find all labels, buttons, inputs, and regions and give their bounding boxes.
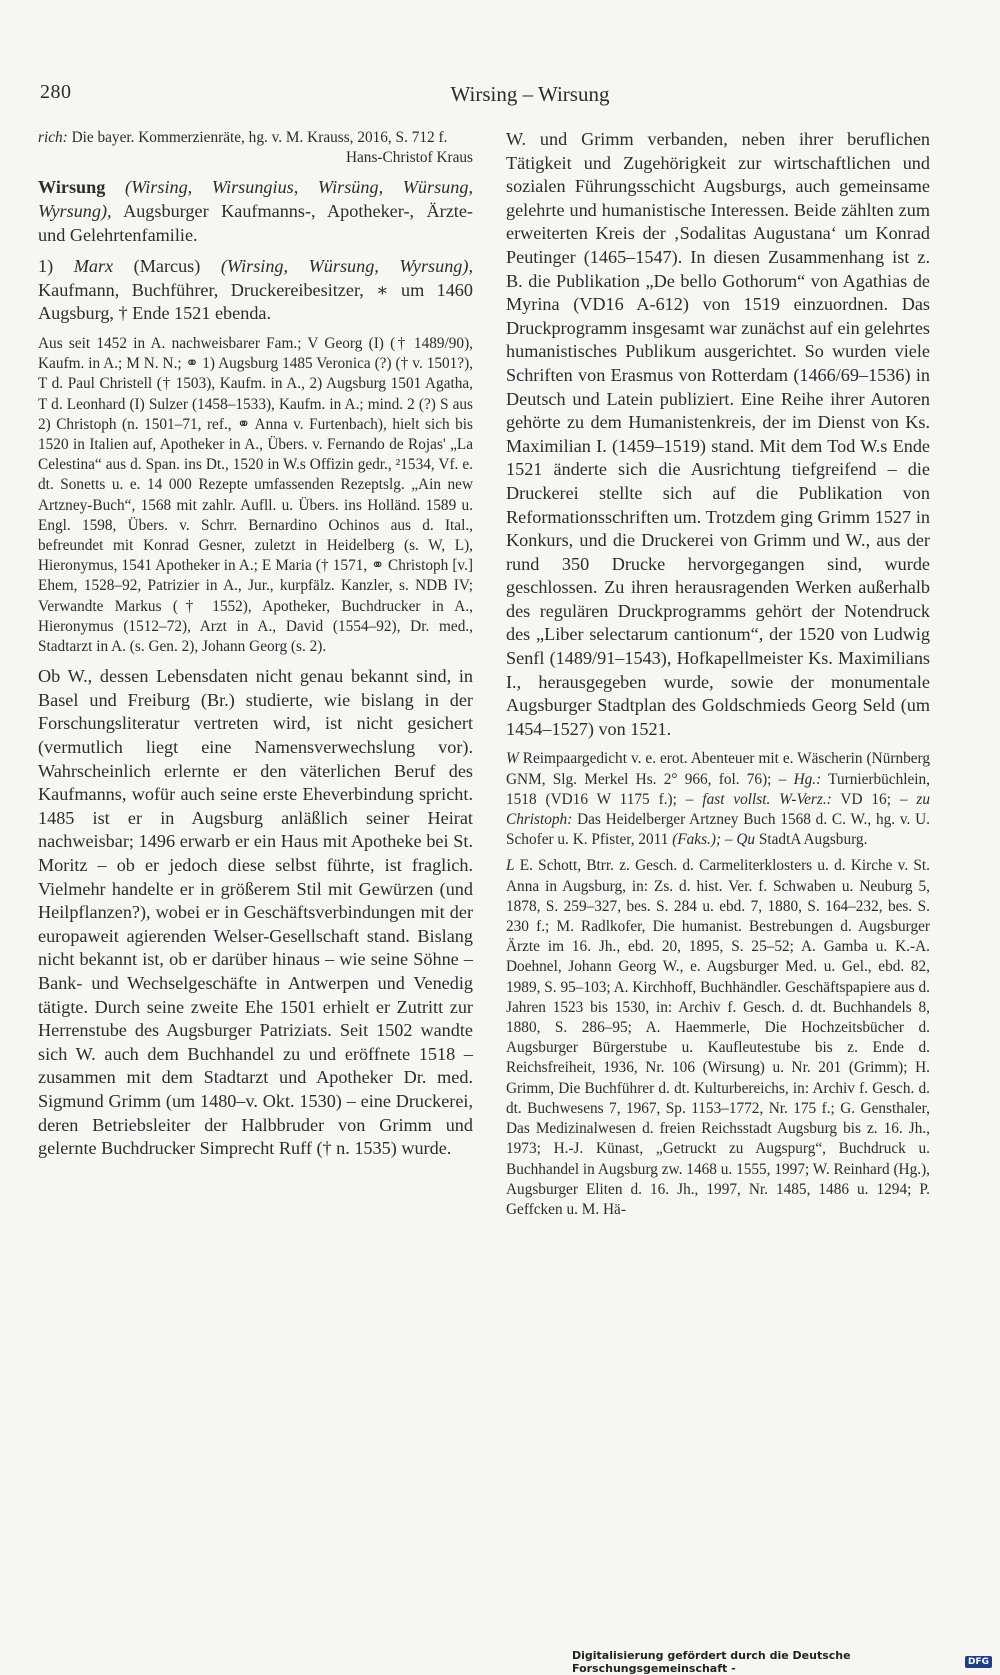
- works-paragraph: W Reimpaargedicht v. e. erot. Abenteuer mit e. Wäscherin (Nürnberg GNM, Slg. Merkel Hs. 2° 966, fol. 76); – Hg.: Turnierbüchlein, 1518 (VD16 W 1175 f.); – fast vollst. W-Verz.: VD 16; – zu Christoph: Das Heidelberger Artzney Buch 1568 d. C. W., hg. v. U. Schofer u. K. Pfister, 2011 (Faks.); – Qu StadtA Augsburg.: [506, 750, 931, 849]
- body-paragraph-right: W. und Grimm verbanden, neben ihrer beruflichen Tätigkeit und Zugehörigkeit zur wirtschaftlichen und sozialen Führungsschicht Augsburgs, auch gemeinsame gelehrte und humanistische Interessen. Beide zählten zum erweiterten Kreis der ‚Sodalitas Augustana‘ um Konrad Peutinger (1465–1547). In diesen Zusammenhang ist z. B. die Publikation „De bello Gothorum“ von Agathias de Myrina (VD16 A-612) von 1519 einzuordnen. Das Druckprogramm insgesamt war zunächst auf ein gelehrtes humanistisches Publikum ausgerichtet. So wurden viele Schriften von Erasmus von Rotterdam (1466/69–1536) in Deutsch und Latein publiziert. Eine Reihe ihrer Autoren gehörte zu dem Humanistenkreis, der im Dienst von Ks. Maximilian I. (1459–1519) stand. Mit dem Tod W.s Ende 1521 änderte sich die Ausrichtung tiefgreifend – die Druckerei stellte sich auf die Publikation von Reformationsschriften um. Trotzdem ging Grimm 1527 in Konkurs, und die Druckerei von Grimm und W., aus der rund 350 Drucke hervorgegangen sind, wurde geschlossen. Zu ihren herausragenden Werken außerhalb des regulären Druckprogramms gehört der Notendruck des „Liber selectarum cantionum“, der 1520 von Ludwig Senfl (1489/91–1543), Hofkapellmeister Ks. Maximilians I., herausgegeben wurde, sowie der monumentale Augsburger Stadtplan des Goldschmieds Georg Seld (um 1454–1527) von 1521.: [506, 129, 930, 739]
- running-head: Wirsing – Wirsung: [450, 82, 610, 106]
- genealogy-paragraph: Aus seit 1452 in A. nachweisbarer Fam.; V Georg (I) († 1489/90), Kaufm. in A.; M N. N.; ⚭ 1) Augsburg 1485 Veronica (?) († v. 1501?), T d. Paul Christell († 1503), Kaufm. in A., 2) Augsburg 1501 Agatha, T d. Leonhard (I) Sulzer (1458–1533), Kaufm. in A.; mind. 2 (?) S aus 2) Christoph (n. 1501–71, ref., ⚭ Anna v. Furtenbach), hielt sich bis 1520 in Italien auf, Apotheker in A., Übers. v. Fernando de Rojas' „La Celestina“ aus d. Span. ins Dt., 1520 in W.s Offizin gedr., ²1534, Vf. e. dt. Sonetts u. e. 14 000 Rezepte umfassenden Rezeptslg. „Ain new Artzney-Buch“, 1568 mit zahlr. Aufll. u. Übers. ins Holländ. 1589 u. Engl. 1598, Übers. v. Schrr. Bernardino Ochinos aus d. Ital., befreundet mit Konrad Gesner, zuletzt in Heidelberg (s. W, L), Hieronymus, 1541 Apotheker in A.; E Maria († 1571, ⚭ Christoph [v.] Ehem, 1528–92, Patrizier in A., Jur., kurpfälz. Kanzler, s. NDB IV; Verwandte Markus († 1552), Apotheker, Buchdrucker in A., Hieronymus (1512–72), Arzt in A., David (1554–92), Dr. med., Stadtarzt in A. (s. Gen. 2), Johann Georg (s. 2).: [38, 334, 473, 656]
- right-column: [506, 128, 930, 1220]
- dfg-logo: DFG: [965, 1656, 992, 1668]
- funding-footer: [572, 1649, 1000, 1675]
- entry-heading: Wirsung (Wirsing, Wirsungius, Wirsüng, Würsung, Wyrsung), Augsburger Kaufmanns-, Apotheker-, Ärzte- und Gelehrtenfamilie.: [38, 177, 473, 245]
- body-paragraph-left: Ob W., dessen Lebensdaten nicht genau bekannt sind, in Basel und Freiburg (Br.) studierte, wie bislang in der Forschungsliteratur vertreten wird, ist nicht gesichert (vermutlich liegt eine Namensverwechslung vor). Wahrscheinlich erlernte er den väterlichen Beruf des Kaufmanns, wofür auch seine erste Eheverbindung spricht. 1485 ist er in Augsburg anläßlich seiner Heirat nachweisbar; 1496 erwarb er ein Haus mit Apotheke bei St. Moritz – ob er jedoch diese selbst führte, ist fraglich. Vielmehr handelte er in größerem Stil mit Gewürzen (und Heilpflanzen?), wobei er in Geschäftsverbindungen mit der europaweit agierenden Welser-Gesellschaft stand. Bislang nicht bekannt ist, ob er darüber hinaus – wie seine Söhne – Bank- und Wechselgeschäfte in Antwerpen und Venedig tätigte. Durch seine zweite Ehe 1501 erhielt er Zutritt zur Herrenstube des Augsburger Patriziats. Seit 1502 wandte sich W. auch dem Buchhandel zu und eröffnete 1518 – zusammen mit dem Stadtarzt und Apotheker Dr. med. Sigmund Grimm (um 1480–v. Okt. 1530) – eine Druckerei, deren Betriebsleiter der Halbbruder von Grimm und gelernte Buchdrucker Simprecht Ruff († n. 1535) wurde.: [38, 666, 473, 1159]
- page-number: 280: [40, 81, 72, 103]
- funding-text: Digitalisierung gefördert durch die Deutsche Forschungsgemeinschaft -: [572, 1649, 851, 1675]
- previous-entry-tail: rich: Die bayer. Kommerzienräte, hg. v. M. Krauss, 2016, S. 712 f.: [38, 129, 448, 146]
- left-column: [38, 128, 473, 1161]
- previous-entry-author: Hans-Christof Kraus: [345, 149, 473, 167]
- person-heading: 1) Marx (Marcus) (Wirsing, Würsung, Wyrsung), Kaufmann, Buchführer, Druckereibesitzer, ∗ um 1460 Augsburg, † Ende 1521 ebenda.: [38, 256, 473, 324]
- literature-paragraph: L E. Schott, Btrr. z. Gesch. d. Carmeliterklosters u. d. Kirche v. St. Anna in Augsburg, in: Zs. d. hist. Ver. f. Schwaben u. Neuburg 5, 1878, S. 259–327, bes. S. 284 u. ebd. 7, 1880, S. 164–232, bes. S. 230 f.; M. Radlkofer, Die humanist. Bestrebungen d. Augsburger Ärzte im 16. Jh., ebd. 20, 1895, S. 25–52; A. Gamba u. K.-A. Doehnel, Johann Georg W., e. Augsburger Med. u. Gel., ebd. 82, 1989, S. 95–103; A. Kirchhoff, Buchhändler. Geschäftspapiere aus d. Jahren 1523 bis 1530, in: Archiv f. Gesch. d. dt. Buchhandels 8, 1880, S. 286–95; A. Haemmerle, Die Hochzeitsbücher d. Augsburger Bürgerstube u. Kaufleutestube bis z. Ende d. Reichsfreiheit, 1936, Nr. 106 (Wirsung) u. Nr. 201 (Grimm); H. Grimm, Die Buchführer d. dt. Kulturbereichs, in: Archiv f. Gesch. d. dt. Buchwesens 7, 1967, Sp. 1153–1772, Nr. 175 f.; G. Gensthaler, Das Medizinalwesen d. freien Reichsstadt Augsburg bis z. 16. Jh., 1973; H.-J. Künast, „Getruckt zu Augspurg“, Buchdruck u. Buchhandel in Augsburg zw. 1468 u. 1555, 1997; W. Reinhard (Hg.), Augsburger Eliten d. 16. Jh., 1997, Nr. 1485, 1486 u. 1294; P. Geffcken u. M. Hä-: [506, 857, 930, 1218]
